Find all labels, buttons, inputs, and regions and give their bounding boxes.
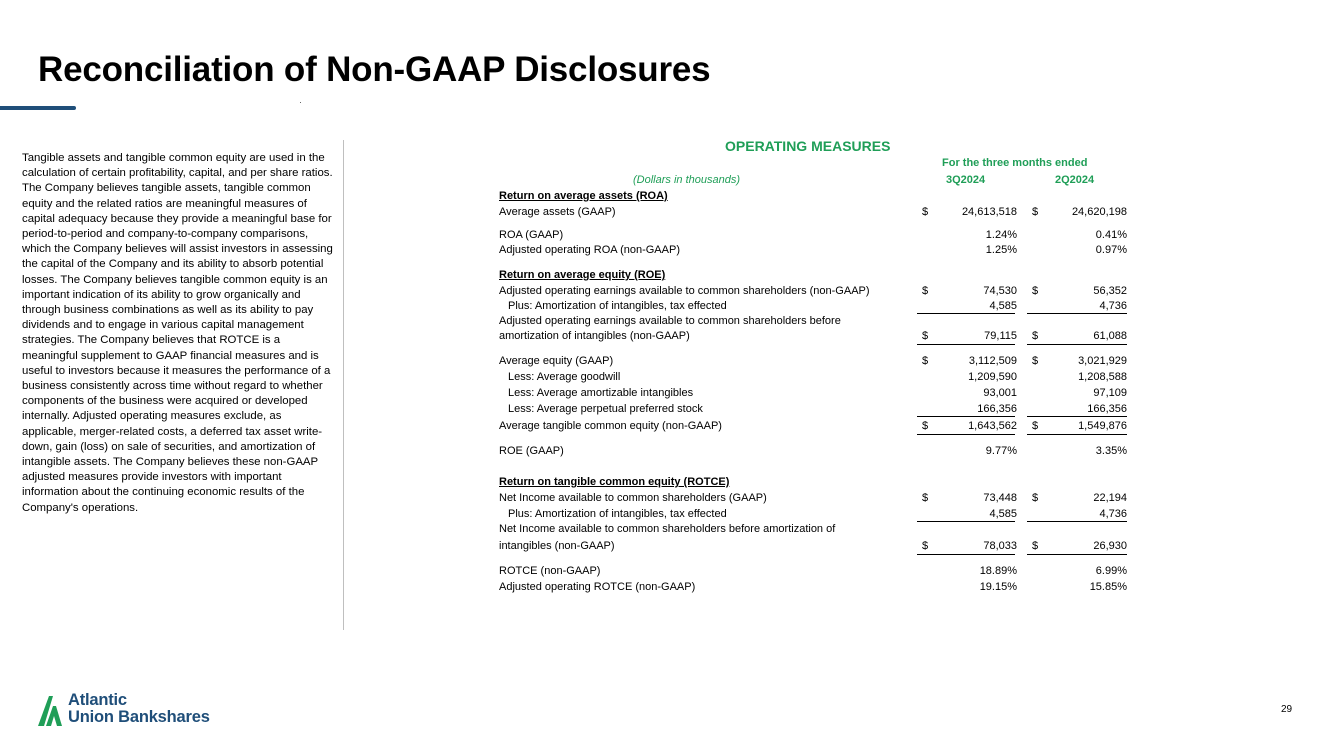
section-header-rotce: Return on tangible common equity (ROTCE) xyxy=(499,476,730,488)
units-note: (Dollars in thousands) xyxy=(633,174,740,186)
table-row-goodwill: Less: Average goodwill 1,209,590 1,208,588 xyxy=(508,371,1127,383)
table-row-rotce: ROTCE (non-GAAP) 18.89% 6.99% xyxy=(499,565,1127,577)
period-header: For the three months ended xyxy=(942,157,1088,169)
table-row-net-income: Net Income available to common shareholders (GAAP) $ 73,448 $ 22,194 xyxy=(499,492,1127,504)
table-row-average-assets: Average assets (GAAP) $ 24,613,518 $ 24,620,198 xyxy=(499,206,1127,218)
table-row-tangible-common-equity: Average tangible common equity (non-GAAP) $ 1,643,562 $ 1,549,876 xyxy=(499,420,1127,432)
total-rule xyxy=(1027,434,1127,435)
table-row-amortizable-intangibles: Less: Average amortizable intangibles 93,001 97,109 xyxy=(508,387,1127,399)
table-row-net-income-before-line1: Net Income available to common shareholders before amortization of xyxy=(499,523,836,535)
table-row-amortization: Plus: Amortization of intangibles, tax effected 4,585 4,736 xyxy=(508,300,1127,312)
title-accent-rule xyxy=(0,106,76,110)
total-rule xyxy=(917,554,1015,555)
table-row-adjusted-earnings: Adjusted operating earnings available to common shareholders (non-GAAP) $ 74,530 $ 56,352 xyxy=(499,285,1127,297)
table-heading: OPERATING MEASURES xyxy=(725,138,891,154)
subtotal-rule xyxy=(917,416,1015,417)
page-title: Reconciliation of Non-GAAP Disclosures xyxy=(38,50,711,89)
table-row-adjusted-rotce: Adjusted operating ROTCE (non-GAAP) 19.15% 15.85% xyxy=(499,581,1127,593)
table-row-adjusted-roa: Adjusted operating ROA (non-GAAP) 1.25% 0.97% xyxy=(499,244,1127,256)
column-header-2q2024: 2Q2024 xyxy=(1055,174,1095,186)
column-divider xyxy=(343,140,344,630)
table-row-roe-gaap: ROE (GAAP) 9.77% 3.35% xyxy=(499,445,1127,457)
table-row-roa-gaap: ROA (GAAP) 1.24% 0.41% xyxy=(499,229,1127,241)
logo-wordmark: Atlantic Union Bankshares xyxy=(68,691,210,726)
total-rule xyxy=(1027,554,1127,555)
explanatory-text: Tangible assets and tangible common equity are used in the calculation of certain profitability, capital, and per share ratios. The Company believes tangible assets, tangible common equity and the related ratios are meaningful measures of capital adequacy because they provide a meaningful base for period-to-period and company-to-company comparisons, which the Company believes will assist investors in assessing the capital of the Company and its ability to absorb potential losses. The Company believes tangible common equity is an important indication of its ability to grow organically and through business combinations as well as its ability to pay dividends and to engage in various capital management strategies. The Company believes that ROTCE is a meaningful supplement to GAAP financial measures and is useful to investors because it measures the performance of a business consistently across time without regard to whether components of the business were acquired or developed internally. Adjusted operating measures exclude, as applicable, merger-related costs, a deferred tax asset write-down, gain (loss) on sale of securities, and amortization of intangible assets. The Company believes these non-GAAP adjusted measures provide investors with important information about the continuing economic results of the Company's operations. xyxy=(22,152,333,514)
total-rule xyxy=(917,434,1015,435)
table-row-adjusted-earnings-before: amortization of intangibles (non-GAAP) $ 79,115 $ 61,088 xyxy=(499,330,1127,342)
table-row-preferred-stock: Less: Average perpetual preferred stock 166,356 166,356 xyxy=(508,403,1127,415)
total-rule xyxy=(1027,344,1127,345)
decorative-dot xyxy=(300,102,301,103)
table-row-average-equity: Average equity (GAAP) $ 3,112,509 $ 3,021,929 xyxy=(499,355,1127,367)
table-row-amortization-rotce: Plus: Amortization of intangibles, tax effected 4,585 4,736 xyxy=(508,508,1127,520)
table-row-adjusted-earnings-before-line1: Adjusted operating earnings available to common shareholders before xyxy=(499,315,841,327)
atlantic-union-mark-icon xyxy=(38,692,66,728)
subtotal-rule xyxy=(1027,416,1127,417)
column-header-3q2024: 3Q2024 xyxy=(946,174,986,186)
page-number: 29 xyxy=(1281,704,1293,715)
table-row-net-income-before: intangibles (non-GAAP) $ 78,033 $ 26,930 xyxy=(499,540,1127,552)
operating-measures-table xyxy=(499,0,1139,749)
section-header-roe: Return on average equity (ROE) xyxy=(499,269,666,281)
section-header-roa: Return on average assets (ROA) xyxy=(499,190,668,202)
total-rule xyxy=(917,344,1015,345)
